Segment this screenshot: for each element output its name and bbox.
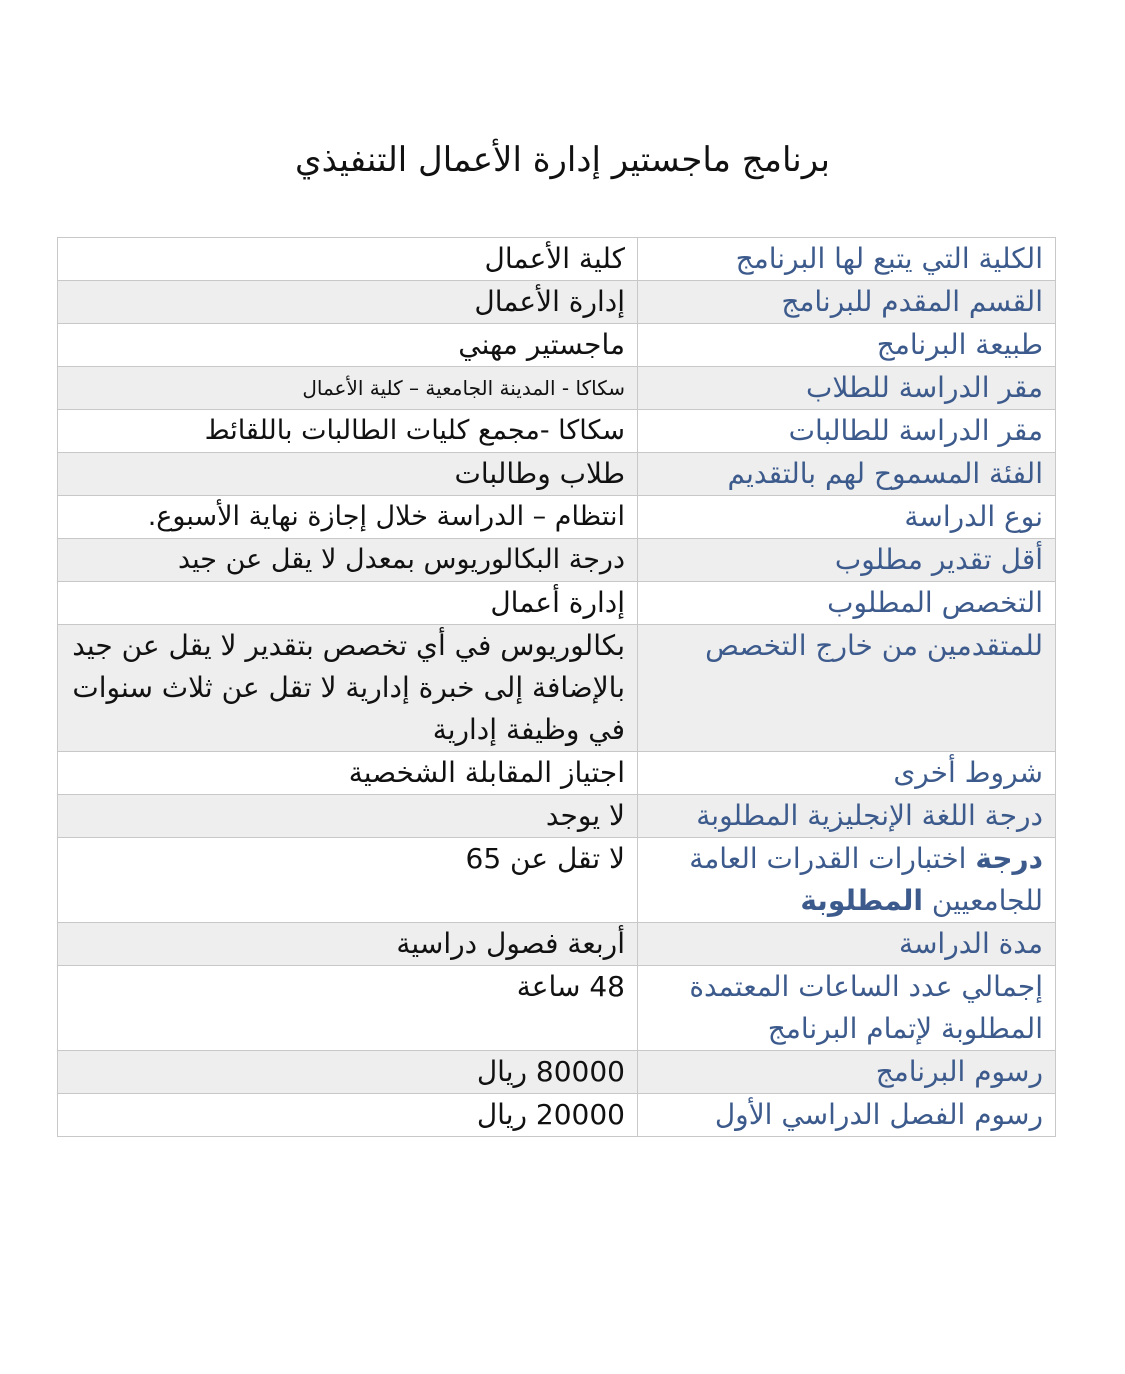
table-row [58, 496, 1056, 539]
row-label: مدة الدراسة [638, 923, 1056, 966]
row-label: مقر الدراسة للطلاب [638, 367, 1056, 410]
row-value: إدارة أعمال [58, 582, 638, 625]
table-row [58, 582, 1056, 625]
row-label: رسوم الفصل الدراسي الأول [638, 1094, 1056, 1137]
table-row [58, 324, 1056, 367]
row-value: اجتياز المقابلة الشخصية [58, 752, 638, 795]
table-row [58, 752, 1056, 795]
table-row [58, 453, 1056, 496]
row-value: كلية الأعمال [58, 238, 638, 281]
row-label: للمتقدمين من خارج التخصص [638, 625, 1056, 752]
table-row [58, 281, 1056, 324]
label-bold-prefix: درجة [975, 842, 1043, 875]
table-row [58, 923, 1056, 966]
row-label: إجمالي عدد الساعات المعتمدة المطلوبة لإتمام البرنامج [638, 966, 1056, 1051]
row-value: سكاكا - المدينة الجامعية – كلية الأعمال [58, 367, 638, 410]
table-row [58, 539, 1056, 582]
table-row [58, 367, 1056, 410]
label-bold-suffix: المطلوبة [800, 884, 923, 917]
table-row [58, 795, 1056, 838]
row-value: أربعة فصول دراسية [58, 923, 638, 966]
table-row [58, 625, 1056, 752]
row-label: رسوم البرنامج [638, 1051, 1056, 1094]
row-value: طلاب وطالبات [58, 453, 638, 496]
row-value: إدارة الأعمال [58, 281, 638, 324]
row-value: بكالوريوس في أي تخصص بتقدير لا يقل عن جيد بالإضافة إلى خبرة إدارية لا تقل عن ثلاث سنوات في وظيفة إدارية [58, 625, 638, 752]
row-value: لا يوجد [58, 795, 638, 838]
row-label: شروط أخرى [638, 752, 1056, 795]
table-row [58, 238, 1056, 281]
program-info-table [57, 237, 1056, 1137]
table-row [58, 410, 1056, 453]
table-row [58, 838, 1056, 923]
row-label: طبيعة البرنامج [638, 324, 1056, 367]
row-value: ماجستير مهني [58, 324, 638, 367]
table-row [58, 1051, 1056, 1094]
row-value: انتظام – الدراسة خلال إجازة نهاية الأسبوع. [58, 496, 638, 539]
row-label: التخصص المطلوب [638, 582, 1056, 625]
document-title: برنامج ماجستير إدارة الأعمال التنفيذي [295, 140, 830, 180]
row-value: 80000 ريال [58, 1051, 638, 1094]
row-label: درجة اللغة الإنجليزية المطلوبة [638, 795, 1056, 838]
table-row [58, 966, 1056, 1051]
row-label: القسم المقدم للبرنامج [638, 281, 1056, 324]
row-label: نوع الدراسة [638, 496, 1056, 539]
table-row [58, 1094, 1056, 1137]
row-value: سكاكا -مجمع كليات الطالبات باللقائط [58, 410, 638, 453]
row-value: 20000 ريال [58, 1094, 638, 1137]
row-label: الكلية التي يتبع لها البرنامج [638, 238, 1056, 281]
row-value: لا تقل عن 65 [58, 838, 638, 923]
row-value: 48 ساعة [58, 966, 638, 1051]
row-label: الفئة المسموح لهم بالتقديم [638, 453, 1056, 496]
row-value: درجة البكالوريوس بمعدل لا يقل عن جيد [58, 539, 638, 582]
row-label-composite [638, 838, 1056, 923]
label-text: اختبارات القدرات العامة للجامعيين [689, 842, 1043, 917]
row-label: أقل تقدير مطلوب [638, 539, 1056, 582]
row-label: مقر الدراسة للطالبات [638, 410, 1056, 453]
